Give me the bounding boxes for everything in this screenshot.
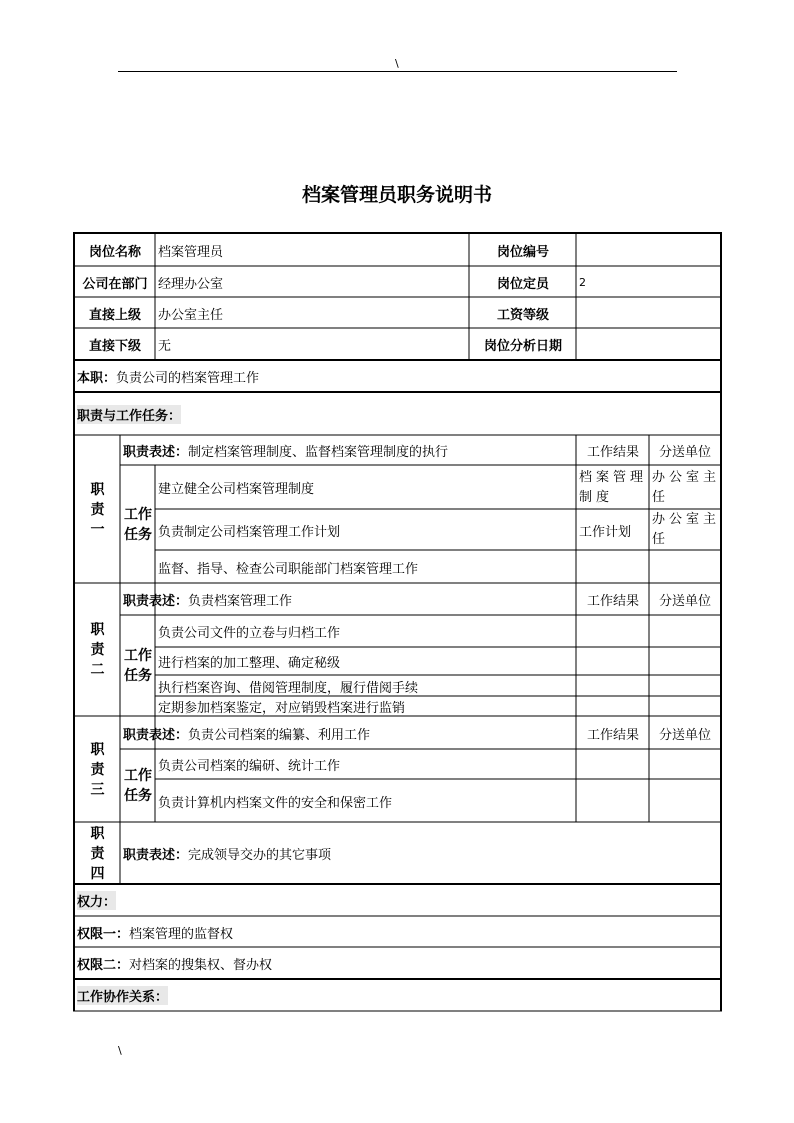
duty-label: 本职：: [77, 371, 117, 386]
power-heading-row: [75, 885, 720, 916]
coop-heading-row: [75, 980, 720, 1011]
resp4-desc: 完成领导交办的其它事项: [188, 848, 332, 863]
header-mark: \: [395, 57, 399, 70]
power1-label: 权限一：: [77, 926, 130, 942]
resp2-task3: 执行档案咨询、借阅管理制度，履行借阅手续: [158, 680, 419, 696]
subordinate-value: 无: [158, 338, 172, 354]
resp3-task-label-cell: [121, 750, 155, 822]
resp1-task2-dest: 办公室主任: [652, 512, 720, 547]
dept-value: 经理办公室: [158, 276, 224, 292]
resp4-label: 职责四: [90, 825, 105, 882]
resp1-task2: 负责制定公司档案管理工作计划: [158, 524, 341, 540]
resp2-task2: 进行档案的加工整理、确定秘级: [158, 656, 341, 671]
resp3-task2: 负责计算机内档案文件的安全和保密工作: [158, 795, 393, 811]
resp1-task3: 监督、指导、检查公司职能部门档案管理工作: [158, 561, 419, 577]
resp1-label-cell: [75, 436, 120, 583]
resp1-desc: 制定档案管理制度、监督档案管理制度的执行: [188, 445, 449, 460]
subordinate-label: 直接下级: [88, 338, 141, 354]
resp1-label: 职责一: [90, 481, 105, 538]
resp3-desc-row: [121, 717, 576, 749]
resp1-result-header: 工作结果: [586, 445, 639, 460]
resp3-desc: 负责公司档案的编纂、利用工作: [188, 727, 371, 743]
resp3-task1: 负责公司档案的编研、统计工作: [158, 759, 341, 774]
resp2-label-cell: [75, 584, 120, 716]
resp2-task-label-cell: [121, 616, 155, 716]
duty-text: 负责公司的档案管理工作: [116, 371, 260, 386]
footer-mark: \: [118, 1044, 122, 1057]
resp4-desc-row: [121, 823, 720, 884]
duty-row: [75, 361, 720, 392]
job-name-value: 档案管理员: [158, 244, 224, 260]
power2-row: [75, 948, 720, 979]
resp1-task-label-cell: [121, 466, 155, 583]
resp1-task-label: 工作任务: [124, 506, 152, 543]
resp4-desc-label: 职责表述：: [123, 848, 189, 863]
analysis-date-label: 岗位分析日期: [483, 338, 562, 354]
resp2-task-label: 工作任务: [124, 648, 152, 684]
job-name-label: 岗位名称: [88, 244, 141, 260]
power-heading: 权力：: [77, 891, 116, 910]
analysis-date-value: [577, 329, 720, 359]
resp2-label: 职责二: [90, 622, 105, 678]
resp1-task1: 建立健全公司档案管理制度: [158, 482, 315, 497]
resp2-result-header: 工作结果: [586, 594, 639, 609]
resp3-label-cell: [75, 717, 120, 822]
resp1-task3-dest: [650, 551, 720, 583]
resp1-task1-dest: 办公室主任: [652, 469, 720, 505]
resp2-task1: 负责公司文件的立卷与归档工作: [158, 626, 341, 641]
coop-heading: 工作协作关系：: [77, 986, 168, 1005]
power2-text: 对档案的搜集权、督办权: [129, 958, 273, 973]
resp3-label: 职责三: [90, 741, 105, 798]
superior-label: 直接上级: [88, 307, 141, 323]
resp1-task2-result: 工作计划: [579, 524, 632, 540]
resp3-desc-label: 职责表述：: [123, 727, 189, 743]
resp1-task3-result: [577, 551, 649, 583]
resp2-desc-label: 职责表述：: [123, 594, 189, 609]
resp3-task-label: 工作任务: [124, 768, 152, 804]
resp2-task4: 定期参加档案鉴定，对应销毁档案进行监销: [158, 701, 406, 716]
resp3-result-header: 工作结果: [586, 727, 639, 743]
resp1-desc-label: 职责表述：: [123, 445, 189, 460]
resp2-dest-header: 分送单位: [658, 594, 711, 609]
power1-text: 档案管理的监督权: [129, 926, 234, 942]
tasks-heading-row: [75, 393, 720, 435]
job-code-label: 岗位编号: [496, 244, 549, 260]
resp1-dest-header: 分送单位: [658, 445, 711, 460]
tasks-heading: 职责与工作任务：: [77, 405, 181, 424]
grade-value: [577, 298, 720, 328]
resp2-desc: 负责档案管理工作: [188, 594, 293, 609]
resp4-label-cell: [75, 823, 120, 884]
quota-value: 2: [579, 275, 586, 289]
quota-label: 岗位定员: [496, 276, 549, 292]
job-code-value: [577, 234, 720, 266]
resp3-dest-header: 分送单位: [658, 727, 711, 743]
resp1-desc-row: [121, 436, 576, 465]
grade-label: 工资等级: [496, 307, 549, 323]
page-title: 档案管理员职务说明书: [301, 184, 492, 206]
power1-row: [75, 917, 720, 947]
resp2-desc-row: [121, 584, 576, 615]
superior-value: 办公室主任: [158, 307, 224, 323]
power2-label: 权限二：: [77, 958, 130, 973]
dept-label: 公司在部门: [82, 276, 148, 292]
resp1-task1-result: 档案管理制度: [579, 469, 648, 505]
